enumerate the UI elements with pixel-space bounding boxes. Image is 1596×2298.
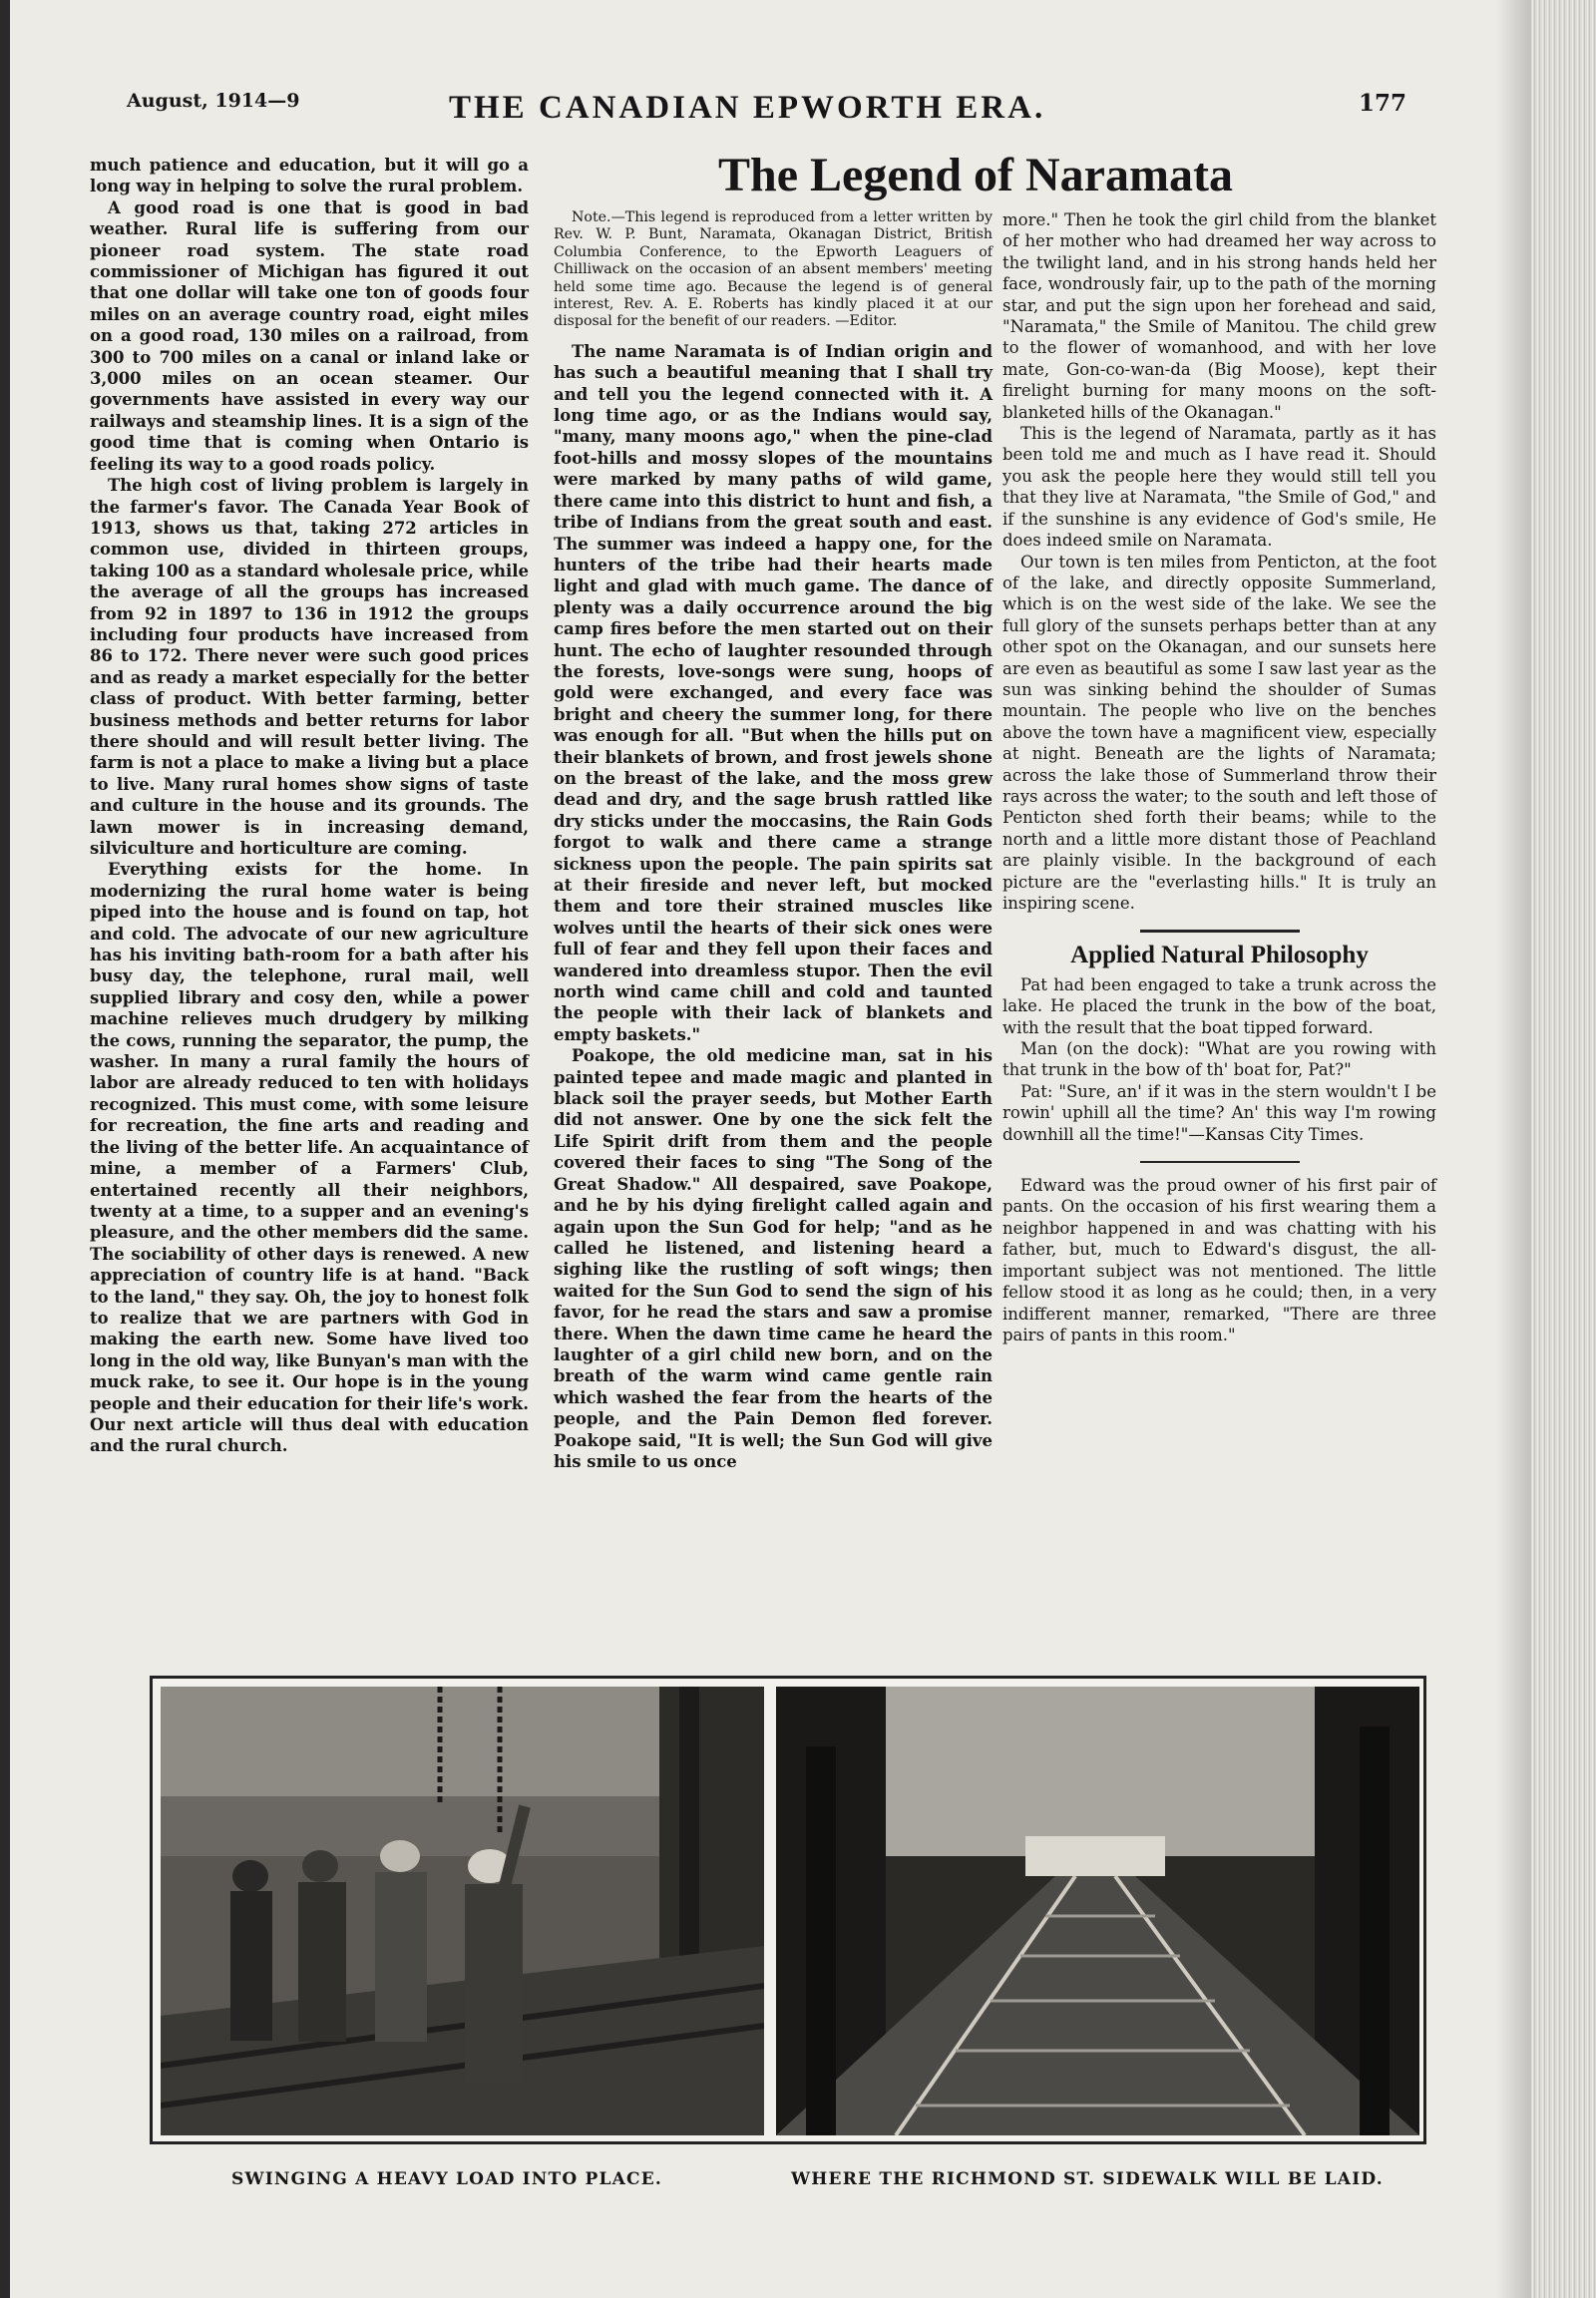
book-page-edges	[1531, 0, 1596, 2298]
paragraph: This is the legend of Naramata, partly as it has been told me and much as I have read it. Should you ask the people here they would still tell you that they live at Naramata, "the Smile of God," and if the sunshine is any evidence of God's smile, He does indeed smile on Naramata.	[1002, 424, 1436, 551]
editor-note: Note.—This legend is reproduced from a letter written by Rev. W. P. Bunt, Naramata, Okanagan District, British Columbia Conference, to the Epworth Leaguers of Chilliwack on the occasion of an absent members' meeting held some time ago. Because the legend is of general interest, Rev. A. E. Roberts has kindly placed it at our disposal for the benefit of our readers. —Editor.	[554, 209, 993, 330]
paragraph: The name Naramata is of Indian origin and has such a beautiful meaning that I shall try and tell you the legend connected with it. A long time ago, or as the Indians would say, "many, many moons ago," when the pine-clad foot-hills and mossy slopes of the mountains were marked by many paths of wild game, there came into this district to hunt and fish, a tribe of Indians from the great south and east. The summer was indeed a happy one, for the hunters of the tribe had their hearts made light and glad with much game. The dance of plenty was a daily occurrence around the big camp fires before the men started out on their hunt. The echo of laughter resounded through the forests, love-songs were sung, hoops of gold were exchanged, and every face was bright and cheery the summer long, for there was enough for all. "But when the hills put on their blankets of brown, and frost jewels shone on the breast of the lake, and the moss grew dead and dry, and the sage brush rattled like dry sticks under the moccasins, the Rain Gods forgot to walk and there came a strange sickness upon the people. The pain spirits sat at their fireside and never left, but mocked them and tore their strained muscles like wolves until the hearts of their sick ones were full of fear and they fell upon their faces and wandered into dreamless stupor. Then the evil north wind came chill and cold and taunted the people with their lack of blankets and empty baskets."	[554, 341, 993, 1044]
paragraph: Our town is ten miles from Penticton, at the foot of the lake, and directly opposite Summerland, which is on the west side of the lake. We see the full glory of the sunsets perhaps better than at any other spot on the Okanagan, and our sunsets here are even as beautiful as some I saw last year as the sun was sinking behind the shoulder of Sumas mountain. The people who live on the benches above the town have a magnificent view, especially at night. Beneath are the lights of Naramata; across the lake those of Summerland throw their rays across the water; to the south and left those of Penticton shed forth their beams; while to the north and a little more distant those of Peachland are plainly visible. In the background of each picture are the "everlasting hills." It is truly an inspiring scene.	[1002, 552, 1436, 913]
photo-caption-left: SWINGING A HEAVY LOAD INTO PLACE.	[231, 2169, 663, 2189]
paragraph: Pat: "Sure, an' if it was in the stern wouldn't I be rowin' uphill all the time? An' this way I'm rowing downhill all the time!"—Kansas City Times.	[1002, 1081, 1436, 1144]
paragraph: Man (on the dock): "What are you rowing with that trunk in the bow of th' boat for, Pat?"	[1002, 1039, 1436, 1080]
column-legend	[554, 209, 993, 1472]
paragraph: A good road is one that is good in bad weather. Rural life is suffering from our pioneer road system. The state road commissioner of Michigan has figured it out that one dollar will take one ton of goods four miles on an average country road, eight miles on a good road, 130 miles on a railroad, from 300 to 700 miles on a canal or inland lake or 3,000 miles on an ocean steamer. Our governments have assisted in every way our railways and steamship lines. It is a sign of the good time that is coming when Ontario is feeling its way to a good roads policy.	[90, 197, 529, 474]
column-rural-life	[90, 155, 529, 1457]
column-legend-continued	[1002, 209, 1436, 1345]
photo-workers-lifting	[161, 1687, 764, 2135]
header-date: August, 1914—9	[127, 90, 300, 112]
section-divider	[1140, 930, 1300, 933]
section-title: Applied Natural Philosophy	[1070, 942, 1369, 969]
article-title: The Legend of Naramata	[718, 149, 1233, 201]
philosophy-story	[1002, 974, 1436, 1145]
paragraph: more." Then he took the girl child from the blanket of her mother who had dreamed her way across to the twilight land, and in his strong hands held her face, wondrously fair, up to the path of the morning star, and put the sign upon her forehead and said, "Naramata," the Smile of Manitou. The child grew to the flower of womanhood, and with her love mate, Gon-co-wan-da (Big Moose), kept their firelight burning for many moons on the soft-blanketed hills of the Okanagan."	[1002, 210, 1436, 422]
page-number: 177	[1359, 90, 1407, 117]
header-title: THE CANADIAN EPWORTH ERA.	[449, 90, 1046, 126]
legend-continuation	[1002, 209, 1436, 914]
edward-story	[1002, 1175, 1436, 1345]
paragraph: Everything exists for the home. In modernizing the rural home water is being piped into the house and is found on tap, hot and cold. The advocate of our new agriculture has his inviting bath-room for a bath after his busy day, the telephone, rural mail, well supplied library and cosy den, while a power machine relieves much drudgery by milking the cows, running the separator, the pump, the washer. In many a rural family the hours of labor are already reduced to ten with holidays recognized. This must come, with some leisure for recreation, the fine arts and reading and the living of the better life. An acquaintance of mine, a member of a Farmers' Club, entertained recently all their neighbors, twenty at a time, to a supper and an evening's pleasure, and the other members did the same. The sociability of other days is renewed. A new appreciation of country life is at hand. "Back to the land," they say. Oh, the joy to honest folk to realize that we are partners with God in making the earth new. Some have lived too long in the old way, like Bunyan's man with the muck rake, to see it. Our hope is in the young people and their education for their life's work. Our next article will thus deal with education and the rural church.	[90, 860, 529, 1456]
photo-caption-right: WHERE THE RICHMOND ST. SIDEWALK WILL BE LAID.	[791, 2169, 1384, 2189]
paragraph: Poakope, the old medicine man, sat in his painted tepee and made magic and planted in black soil the prayer seeds, but Mother Earth did not answer. One by one the sick felt the Life Spirit drift from them and the people covered their faces to sing "The Song of the Great Shadow." All despaired, save Poakope, and he by his dying firelight called again and again upon the Sun God for help; "and as he called he listened, and listening heard a sighing like the rustling of soft wings; then waited for the Sun God to send the sign of his favor, for he read the stars and saw a promise there. When the dawn time came he heard the laughter of a girl child new born, and on the breath of the warm wind came gentle rain which washed the fear from the hearts of the people, and the Pain Demon fled forever. Poakope said, "It is well; the Sun God will give his smile to us once	[554, 1046, 993, 1471]
paragraph: Pat had been engaged to take a trunk across the lake. He placed the trunk in the bow of the boat, with the result that the boat tipped forward.	[1002, 974, 1436, 1037]
paragraph: much patience and education, but it will go a long way in helping to solve the rural problem.	[90, 156, 529, 196]
page-gutter-shadow	[1496, 0, 1531, 2298]
section-divider	[1140, 1161, 1300, 1163]
photo-sidewalk-site	[776, 1687, 1419, 2135]
paragraph: The high cost of living problem is largely in the farmer's favor. The Canada Year Book of 1913, shows us that, taking 272 articles in common use, divided in thirteen groups, taking 100 as a standard wholesale price, while the average of all the groups has increased from 92 in 1897 to 136 in 1912 the groups including four products have increased from 86 to 172. There never were such good prices and as ready a market especially for the better class of product. With better farming, better business methods and better returns for labor there should and will result better living. The farm is not a place to make a living but a place to live. Many rural homes show signs of taste and culture in the house and its grounds. The lawn mower is in increasing demand, silviculture and horticulture are coming.	[90, 476, 529, 858]
photo-frame	[150, 1676, 1426, 2144]
paragraph: Edward was the proud owner of his first pair of pants. On the occasion of his first wearing them a neighbor happened in and was chatting with his father, but, much to Edward's disgust, the all-important subject was not mentioned. The little fellow stood it as long as he could; then, in a very indifferent manner, remarked, "There are three pairs of pants in this room."	[1002, 1176, 1436, 1344]
